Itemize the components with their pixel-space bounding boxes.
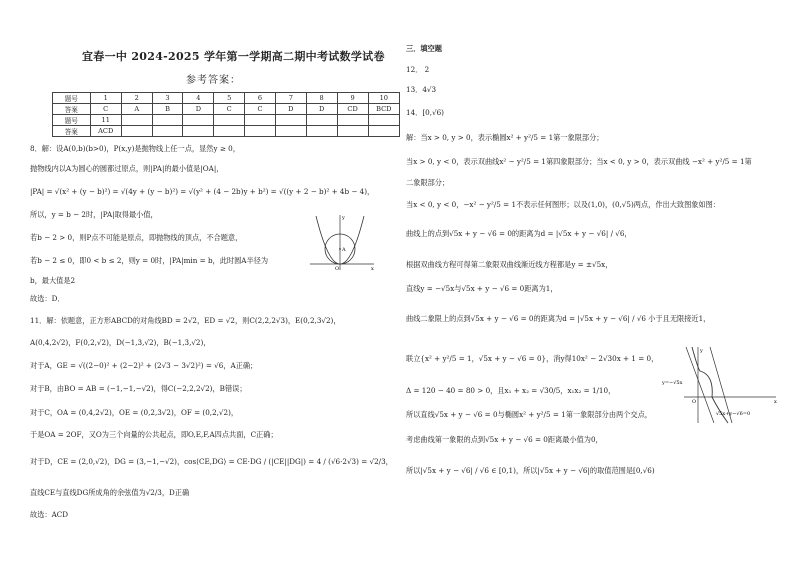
text-line: |PA| = √(x² + (y − b)²) = √(4y + (y − b)²) = √(y² + (4 − 2b)y + b²) = √((y + 2 − b)² + 4b − 4)， <box>30 187 375 196</box>
text-line: 曲线上的点到√5x + y − √6 = 0的距离为d = |√5x + y − √6| / √6， <box>406 229 632 238</box>
table-cell <box>368 115 399 126</box>
text-line: 13．4√3 <box>406 85 437 94</box>
text-line: 对于C，OA = (0,4,2√2)，OE = (0,2,3√2)，OF = (0,2,√2)， <box>30 408 239 417</box>
table-cell: 7 <box>275 93 306 104</box>
table-cell <box>337 126 368 137</box>
text-line: Δ = 120 − 40 = 80 > 0，且x₁ + x₂ = √30/5，x₁x₂ = 1/10， <box>406 386 616 395</box>
text-line: 直线CE与直线DG所成角的余弦值为√2/3，D正确 <box>30 488 190 497</box>
table-cell: 9 <box>337 93 368 104</box>
table-cell <box>306 126 337 137</box>
table-cell <box>214 126 245 137</box>
answer-table <box>52 92 400 137</box>
text-line: 根据双曲线方程可得第二象限双曲线渐近线方程都是y = ±√5x， <box>406 260 613 269</box>
table-cell <box>245 126 276 137</box>
text-line: 直线y = −√5x与√5x + y − √6 = 0距离为1， <box>406 284 558 293</box>
table-cell: ACD <box>90 126 121 137</box>
table-row <box>53 126 400 137</box>
table-cell: 2 <box>121 93 152 104</box>
text-line: 曲线二象限上的点到√5x + y − √6 = 0的距离为d = |√5x + y − √6| / √6 小于且无限接近1， <box>406 314 711 323</box>
text-line: 当x > 0, y < 0，表示双曲线x² − y²/5 = 1第四象限部分；当x < 0, y > 0，表示双曲线 −x² + y²/5 = 1第 <box>406 157 752 166</box>
origin-label: O <box>335 266 340 272</box>
line2-label: √5x+y−√6=0 <box>716 411 751 417</box>
table-cell <box>368 126 399 137</box>
table-row <box>53 93 400 104</box>
table-cell <box>245 115 276 126</box>
doc-subtitle: 参考答案： <box>186 75 241 86</box>
text-line: 解：当x > 0, y > 0，表示椭圆x² + y²/5 = 1第一象限部分； <box>406 133 604 142</box>
text-line: 于是OA = 2OF，又O为三个向量的公共起点，即O,E,F,A四点共面，C正确； <box>30 430 278 439</box>
table-cell <box>306 115 337 126</box>
parabola-circle-figure <box>308 212 378 272</box>
table-cell: 8 <box>306 93 337 104</box>
table-cell: 答案 <box>53 126 91 137</box>
text-line: 故选：D． <box>30 294 65 303</box>
table-cell: 3 <box>152 93 183 104</box>
table-cell: 11 <box>90 115 121 126</box>
table-cell <box>152 115 183 126</box>
text-line: 对于D，CE = (2,0,√2)，DG = (3,−1,−√2)，cos⟨CE,DG⟩ = CE·DG / (|CE||DG|) = 4 / (√6·2√3) = √2/3， <box>30 457 393 466</box>
table-cell: D <box>306 104 337 115</box>
table-cell: 题号 <box>53 93 91 104</box>
table-cell <box>183 115 214 126</box>
table-row <box>53 115 400 126</box>
text-line: 若b − 2 > 0，则P点不可能是原点，即抛物线的顶点，不合题意， <box>30 233 243 242</box>
table-cell <box>121 126 152 137</box>
text-line: 对于B，由BO = AB = (−1,−1,−√2)，得C(−2,2,2√2)，B错误； <box>30 384 247 393</box>
y-axis-label: y <box>342 215 345 221</box>
text-line: 联立{x² + y²/5 = 1，√5x + y − √6 = 0}，消y得10x² − 2√30x + 1 = 0， <box>406 354 659 363</box>
table-cell: D <box>275 104 306 115</box>
text-line: 若b − 2 ≤ 0，即0 < b ≤ 2，则y = 0时，|PA|min = b，此时圆A半径为 <box>30 256 269 265</box>
table-cell: CD <box>337 104 368 115</box>
line1-label: y=−√5x <box>662 380 683 386</box>
center-point <box>339 248 341 250</box>
table-cell: 5 <box>214 93 245 104</box>
doc-title: 宜春一中 2024-2025 学年第一学期高二期中考试数学试卷 <box>82 50 385 63</box>
table-cell: D <box>183 104 214 115</box>
text-line: 二象限部分； <box>406 178 450 187</box>
table-cell: B <box>152 104 183 115</box>
table-cell: 4 <box>183 93 214 104</box>
table-row <box>53 104 400 115</box>
point-a-label: A <box>342 247 346 253</box>
text-line: 12． 2 <box>406 65 430 74</box>
text-line: 11．解：依题意，正方形ABCD的对角线BD = 2√2，ED = √2，则C(2,2,2√3)，E(0,2,3√2)， <box>30 316 341 325</box>
x-axis-label: x <box>371 266 374 272</box>
y-axis-label: y <box>700 348 703 354</box>
table-cell <box>337 115 368 126</box>
table-cell: C <box>90 104 121 115</box>
table-cell <box>121 115 152 126</box>
text-line: 8．解：设A(0,b)(b>0)，P(x,y)是抛物线上任一点，显然y ≥ 0， <box>30 144 240 153</box>
table-cell: 10 <box>368 93 399 104</box>
text-line: 所以，y = b − 2时，|PA|取得最小值， <box>30 210 158 219</box>
curve-sketch-figure <box>654 345 782 425</box>
text-line: 当x < 0, y < 0，−x² − y²/5 = 1不表示任何图形；以及(1,0)，(0,√5)两点，作出大致图象如图： <box>406 200 721 209</box>
text-line: A(0,4,2√2)，F(0,2,√2)，D(−1,3,√2)，B(−1,3,√2)， <box>30 338 211 347</box>
text-line: 所以直线√5x + y − √6 = 0与椭圆x² + y²/5 = 1第一象限部分由两个交点， <box>406 410 652 419</box>
table-cell: 答案 <box>53 104 91 115</box>
table-cell: 题号 <box>53 115 91 126</box>
origin-label: O <box>692 399 697 405</box>
text-line: 14．[0,√6) <box>406 108 444 117</box>
text-line: b，最大值是2 <box>30 276 76 285</box>
table-cell: 1 <box>90 93 121 104</box>
table-cell: C <box>214 104 245 115</box>
table-cell <box>275 126 306 137</box>
asymptote-line <box>686 347 714 423</box>
table-cell <box>275 115 306 126</box>
text-line: 故选：ACD <box>30 510 69 519</box>
table-cell <box>152 126 183 137</box>
table-cell: 6 <box>245 93 276 104</box>
x-axis-label: x <box>774 399 777 405</box>
text-line: 对于A，GE = √((2−0)² + (2−2)² + (2√3 − 3√2)²) = √6，A正确； <box>30 361 258 370</box>
table-cell: BCD <box>368 104 399 115</box>
text-line: 抛物线内以A为圆心的圆都过原点，则|PA|的最小值是|OA|， <box>30 164 224 173</box>
table-cell <box>183 126 214 137</box>
section-heading: 三．填空题 <box>406 44 442 53</box>
table-cell <box>214 115 245 126</box>
table-cell: A <box>121 104 152 115</box>
table-cell: C <box>245 104 276 115</box>
text-line: 所以|√5x + y − √6| / √6 ∈ [0,1)，所以|√5x + y − √6|的取值范围是[0,√6) <box>406 466 655 475</box>
text-line: 考虑曲线第一象限的点到√5x + y − √6 = 0距离最小值为0， <box>406 435 603 444</box>
